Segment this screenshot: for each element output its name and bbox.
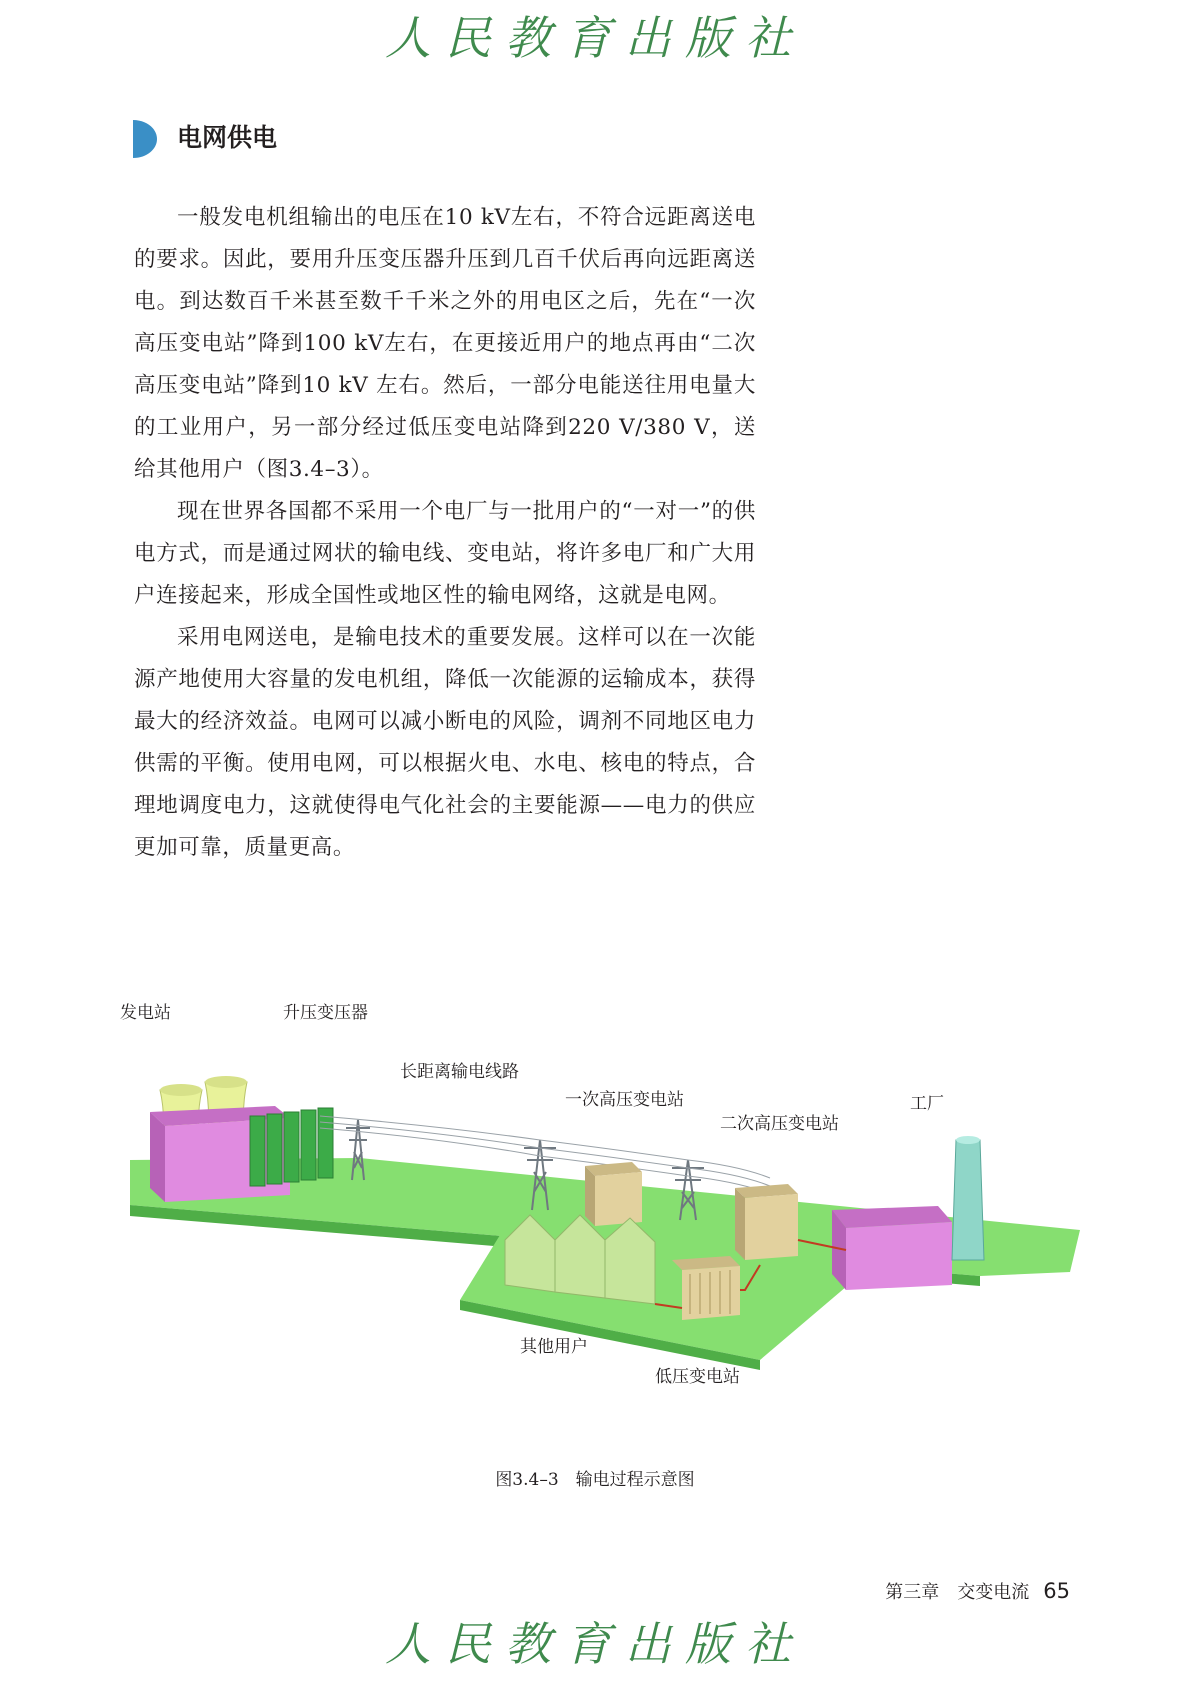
label-primary-substation: 一次高压变电站 bbox=[565, 1090, 684, 1110]
label-power-station: 发电站 bbox=[120, 1003, 171, 1023]
secondary-substation-building bbox=[735, 1184, 798, 1260]
publisher-header: 人民教育出版社 bbox=[385, 11, 805, 65]
factory-building bbox=[832, 1206, 952, 1290]
label-long-distance-line: 长距离输电线路 bbox=[400, 1062, 519, 1082]
transmission-illustration bbox=[120, 1060, 1080, 1430]
page-footer bbox=[885, 1578, 1070, 1604]
paragraph-3: 采用电网送电，是输电技术的重要发展。这样可以在一次能源产地使用大容量的发电机组，降低一次能源的运输成本，获得最大的经济效益。电网可以减小断电的风险，调剂不同地区电力供需的平衡。使用电网，可以根据火电、水电、核电的特点，合理地调度电力，这就使得电气化社会的主要能源——电力的供应更加可靠，质量更高。 bbox=[134, 625, 756, 860]
factory-chimney bbox=[952, 1136, 984, 1260]
label-low-voltage-substation: 低压变电站 bbox=[655, 1367, 740, 1387]
paragraph-2: 现在世界各国都不采用一个电厂与一批用户的“一对一”的供电方式，而是通过网状的输电线、变电站，将许多电厂和广大用户连接起来，形成全国性或地区性的输电网络，这就是电网。 bbox=[134, 499, 756, 608]
low-voltage-substation-building bbox=[672, 1256, 740, 1320]
step-up-transformers bbox=[250, 1108, 333, 1186]
section-title: 电网供电 bbox=[177, 123, 278, 152]
label-other-users: 其他用户 bbox=[520, 1337, 588, 1357]
page-number: 65 bbox=[1043, 1579, 1070, 1603]
label-step-up-transformer: 升压变压器 bbox=[283, 1003, 368, 1023]
power-transmission-figure bbox=[120, 1003, 1080, 1430]
section-marker-icon bbox=[133, 120, 157, 158]
label-secondary-substation: 二次高压变电站 bbox=[720, 1114, 839, 1134]
figure-caption: 图3.4–3 输电过程示意图 bbox=[495, 1470, 695, 1490]
label-factory: 工厂 bbox=[910, 1094, 944, 1114]
primary-substation-building bbox=[585, 1162, 642, 1226]
body-text bbox=[134, 197, 756, 869]
paragraph-1: 一般发电机组输出的电压在10 kV左右，不符合远距离送电的要求。因此，要用升压变压器升压到几百千伏后再向远距离送电。到达数百千米甚至数千千米之外的用电区之后，先在“一次高压变电站”降到100 kV左右，在更接近用户的地点再由“二次高压变电站”降到10 kV 左右。然后，一部分电能送往用电量大的工业用户，另一部分经过低压变电站降到220 V/380 V，送给其他用户（图3.4–3）。 bbox=[134, 205, 756, 482]
publisher-footer: 人民教育出版社 bbox=[385, 1617, 805, 1671]
chapter-title: 第三章 交变电流 bbox=[885, 1582, 1030, 1603]
